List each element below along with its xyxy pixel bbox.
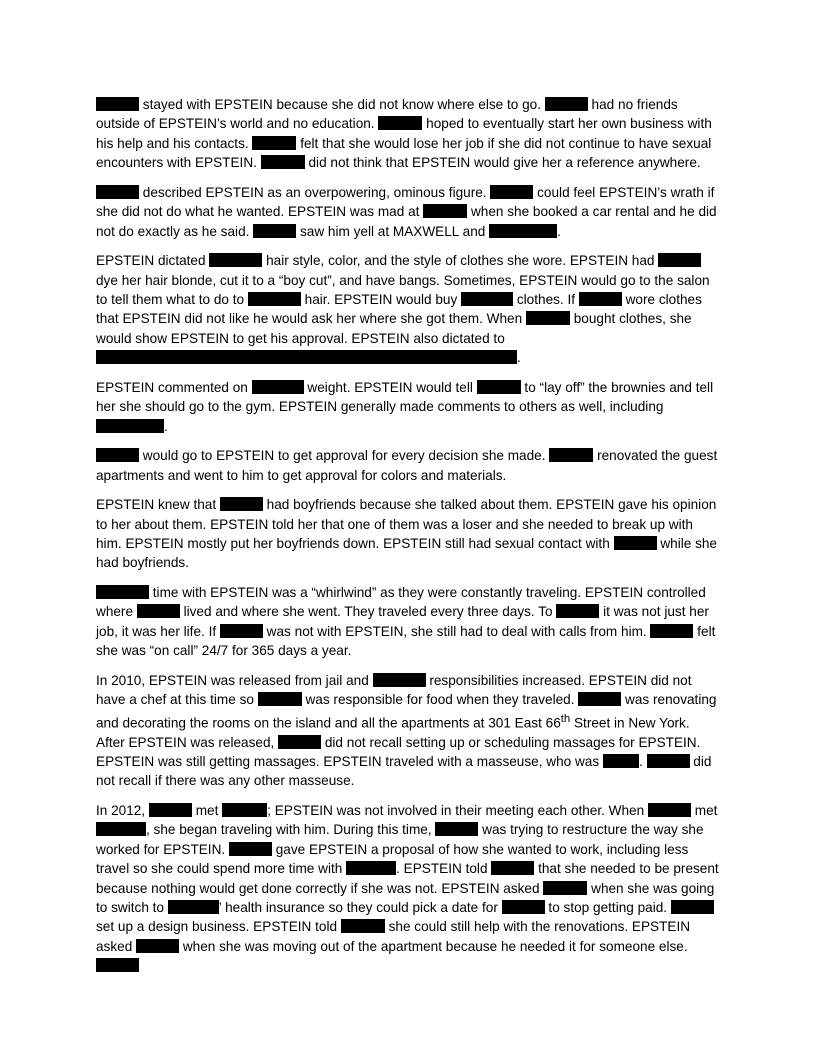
redaction-bar xyxy=(671,900,714,914)
text-run: could feel EPSTEIN’s wrath if she did not do what he wanted. EPSTEIN was mad at xyxy=(96,184,715,220)
redaction-bar xyxy=(346,861,396,875)
text-run: wore clothes that EPSTEIN did not like he would ask her where she got them. When xyxy=(96,292,702,327)
text-run: had boyfriends because she talked about them. EPSTEIN gave his opinion to her about them. EPSTEIN told her that one of them was a loser and she needed to break up with him. EPSTEIN mostly put her boyfriends down. EPSTEIN still had sexual contact with xyxy=(96,497,717,552)
text-run: EPSTEIN knew that xyxy=(96,497,220,513)
redaction-bar xyxy=(373,673,426,687)
redaction-bar xyxy=(96,958,139,972)
text-run: was responsible for food when they traveled. xyxy=(301,692,579,708)
text-run: hoped to eventually start her own business with his help and his contacts. xyxy=(96,116,712,151)
text-run: . xyxy=(638,754,647,770)
text-run: ; EPSTEIN was not involved in their meeting each other. When xyxy=(267,803,648,819)
redaction-bar xyxy=(322,350,517,364)
paragraph-6 xyxy=(96,495,720,573)
paragraph-3 xyxy=(96,251,720,367)
text-run: it was not just her job, it was her life. If xyxy=(96,604,709,639)
text-run: In 2012, xyxy=(96,803,149,819)
redaction-bar xyxy=(137,604,180,618)
text-run: . xyxy=(557,223,561,239)
redaction-bar xyxy=(378,116,422,130)
redaction-bar xyxy=(261,155,305,169)
redaction-bar xyxy=(341,919,385,933)
text-run: time with EPSTEIN was a “whirlwind” as they were constantly traveling. EPSTEIN controlled where xyxy=(96,585,706,620)
text-run: was trying to restructure the way she worked for EPSTEIN. xyxy=(96,822,704,857)
text-run: met xyxy=(191,803,223,819)
redaction-bar xyxy=(168,900,219,914)
text-run: that she needed to be present because nothing would get done correctly if she was not. EPSTEIN asked xyxy=(96,861,719,896)
paragraph-1 xyxy=(96,95,720,173)
text-run: did not think that EPSTEIN would give her a reference anywhere. xyxy=(304,155,701,171)
text-run: EPSTEIN dictated xyxy=(96,253,210,269)
redaction-bar xyxy=(489,224,557,238)
text-run: ’ health insurance so they could pick a date for xyxy=(218,900,502,916)
text-run: responsibilities increased. EPSTEIN did not have a chef at this time so xyxy=(96,672,692,708)
redaction-bar xyxy=(526,311,570,325)
text-run: when she was going to switch to xyxy=(96,880,715,916)
text-run: was renovating and decorating the rooms on the island and all the apartments at 301 East 66 xyxy=(96,692,717,731)
redaction-bar xyxy=(543,881,587,895)
redaction-bar xyxy=(220,497,263,511)
text-run: when she was moving out of the apartment because he needed it for someone else. xyxy=(179,938,688,954)
text-run: she could still help with the renovations. EPSTEIN asked xyxy=(96,919,691,954)
redaction-bar xyxy=(252,380,304,394)
text-run: , she began traveling with him. During this time, xyxy=(146,822,436,838)
text-run: clothes. If xyxy=(513,292,579,308)
text-run: lived and where she went. They traveled every three days. To xyxy=(179,604,557,620)
redaction-bar xyxy=(502,900,545,914)
redaction-bar xyxy=(209,253,262,267)
redaction-bar xyxy=(491,861,534,875)
redaction-bar xyxy=(248,292,301,306)
text-run: . EPSTEIN told xyxy=(396,861,492,877)
text-run: to stop getting paid. xyxy=(544,900,671,916)
redaction-bar xyxy=(96,822,146,836)
redaction-bar xyxy=(647,754,690,768)
text-run: felt she was “on call” 24/7 for 365 days a year. xyxy=(96,623,716,659)
text-run: . xyxy=(517,350,521,366)
redaction-bar xyxy=(461,292,513,306)
text-run: while she had boyfriends. xyxy=(96,536,717,571)
paragraph-8 xyxy=(96,671,720,791)
redaction-bar xyxy=(278,735,321,749)
text-run: saw him yell at MAXWELL and xyxy=(296,223,490,239)
text-run: to “lay off” the brownies and tell her she should go to the gym. EPSTEIN generally made comments to others as well, including xyxy=(96,379,714,415)
redaction-bar xyxy=(136,939,179,953)
paragraph-5 xyxy=(96,446,720,485)
text-run: did not recall if there was any other masseuse. xyxy=(96,754,712,789)
redaction-bar xyxy=(648,803,691,817)
text-run: . xyxy=(164,418,168,434)
text-run: did not recall setting up or scheduling massages for EPSTEIN. EPSTEIN was still getting massages. EPSTEIN traveled with a masseuse, who was xyxy=(96,734,701,770)
text-run: Street in New York. After EPSTEIN was released, xyxy=(96,715,690,750)
redaction-bar xyxy=(477,380,521,394)
text-run: gave EPSTEIN a proposal of how she wanted to work, including less travel so she could spend more time with xyxy=(96,841,689,877)
redaction-bar xyxy=(258,692,302,706)
redaction-bar xyxy=(96,97,139,111)
text-run: was not with EPSTEIN, she still had to deal with calls from him. xyxy=(262,623,651,639)
redaction-bar xyxy=(253,224,296,238)
text-run: weight. EPSTEIN would tell xyxy=(303,379,477,395)
text-run: when she booked a car rental and he did not do exactly as he said. xyxy=(96,204,717,239)
redaction-bar xyxy=(490,185,533,199)
text-run: stayed with EPSTEIN because she did not know where else to go. xyxy=(139,97,545,112)
text-run: EPSTEIN commented on xyxy=(96,379,252,395)
ordinal-suffix: th xyxy=(560,712,571,725)
redaction-bar xyxy=(96,585,149,599)
redaction-bar xyxy=(650,624,693,638)
redaction-bar xyxy=(222,803,267,817)
text-run: hair style, color, and the style of clothes she wore. EPSTEIN had xyxy=(262,253,659,269)
redaction-bar xyxy=(229,842,272,856)
redaction-bar xyxy=(603,754,639,768)
redaction-bar xyxy=(252,136,296,150)
redaction-bar xyxy=(96,185,139,199)
text-run: met xyxy=(690,803,718,819)
text-run: described EPSTEIN as an overpowering, ominous figure. xyxy=(139,184,491,200)
redaction-bar xyxy=(545,97,588,111)
redaction-bar xyxy=(423,204,467,218)
paragraph-7 xyxy=(96,583,720,661)
redaction-bar xyxy=(96,448,139,462)
redaction-bar xyxy=(556,604,599,618)
paragraph-4 xyxy=(96,378,720,436)
text-run: dye her hair blonde, cut it to a “boy cut”, and have bangs. Sometimes, EPSTEIN would go to the salon to tell them what to do to xyxy=(96,272,710,308)
text-run: would go to EPSTEIN to get approval for every decision she made. xyxy=(139,448,550,464)
text-run: In 2010, EPSTEIN was released from jail and xyxy=(96,672,373,688)
redaction-bar xyxy=(658,253,701,267)
text-run: bought clothes, she would show EPSTEIN to get his approval. EPSTEIN also dictated to xyxy=(96,311,692,346)
redaction-bar xyxy=(96,350,322,364)
text-run: renovated the guest apartments and went to him to get approval for colors and materials. xyxy=(96,448,718,483)
redaction-bar xyxy=(435,822,478,836)
text-run: felt that she would lose her job if she did not continue to have sexual encounters with EPSTEIN. xyxy=(96,135,712,171)
text-run: hair. EPSTEIN would buy xyxy=(300,292,462,308)
redaction-bar xyxy=(549,448,593,462)
paragraph-2 xyxy=(96,183,720,241)
text-run: set up a design business. EPSTEIN told xyxy=(96,919,341,935)
redaction-bar xyxy=(614,536,657,550)
redaction-bar xyxy=(220,624,263,638)
text-run: had no friends outside of EPSTEIN’s world and no education. xyxy=(96,97,678,132)
redaction-bar xyxy=(149,803,192,817)
redaction-bar xyxy=(578,692,621,706)
redaction-bar xyxy=(579,292,622,306)
paragraph-9 xyxy=(96,801,720,976)
document-body xyxy=(96,95,720,986)
redaction-bar xyxy=(96,419,164,433)
